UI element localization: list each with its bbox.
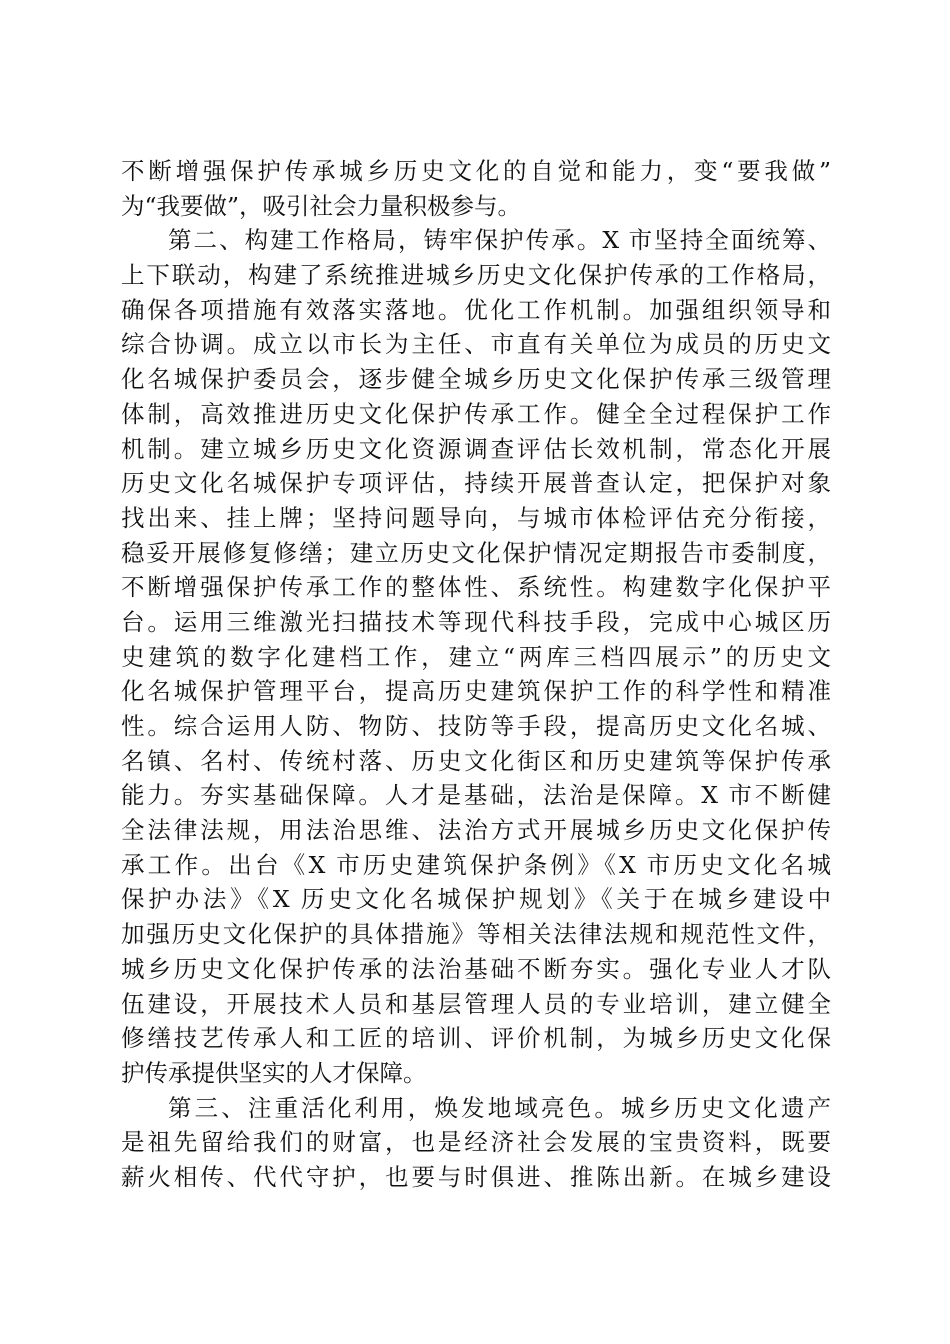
paragraph-start-line: 第三、注重活化利用，焕发地域亮色。城乡历史文化遗产 [168, 1093, 831, 1122]
text-line: 为“我要做”，吸引社会力量积极参与。 [121, 191, 522, 220]
text-line: 薪火相传、代代守护，也要与时俱进、推陈出新。在城乡建设 [121, 1162, 831, 1191]
text-line: 历史文化名城保护专项评估，持续开展普查认定，把保护对象 [121, 469, 831, 498]
text-line: 稳妥开展修复修缮；建立历史文化保护情况定期报告市委制度， [121, 538, 831, 567]
text-line: 名镇、名村、传统村落、历史文化街区和历史建筑等保护传承 [121, 746, 831, 775]
text-line: 能力。夯实基础保障。人才是基础，法治是保障。X 市不断健 [121, 781, 831, 810]
text-line: 修缮技艺传承人和工匠的培训、评价机制，为城乡历史文化保 [121, 1024, 831, 1053]
text-line: 加强历史文化保护的具体措施》等相关法律法规和规范性文件， [121, 920, 831, 949]
text-line: 保护办法》《X 历史文化名城保护规划》《关于在城乡建设中 [121, 885, 831, 914]
text-line: 性。综合运用人防、物防、技防等手段，提高历史文化名城、 [121, 712, 831, 740]
text-line: 化名城保护委员会，逐步健全城乡历史文化保护传承三级管理 [121, 365, 831, 394]
document-body [121, 154, 831, 1195]
text-line: 不断增强保护传承工作的整体性、系统性。构建数字化保护平 [121, 573, 831, 602]
text-line: 伍建设，开展技术人员和基层管理人员的专业培训，建立健全 [121, 989, 831, 1018]
text-line: 城乡历史文化保护传承的法治基础不断夯实。强化专业人才队 [121, 954, 831, 983]
text-line: 化名城保护管理平台，提高历史建筑保护工作的科学性和精准 [121, 677, 831, 706]
paragraph-start-line: 第二、构建工作格局，铸牢保护传承。X 市坚持全面统筹、 [168, 226, 831, 255]
text-line: 机制。建立城乡历史文化资源调查评估长效机制，常态化开展 [121, 434, 831, 463]
text-line: 上下联动，构建了系统推进城乡历史文化保护传承的工作格局， [121, 261, 831, 290]
text-line: 确保各项措施有效落实落地。优化工作机制。加强组织领导和 [121, 295, 831, 324]
text-line: 体制，高效推进历史文化保护传承工作。健全全过程保护工作 [121, 399, 831, 428]
text-line: 史建筑的数字化建档工作，建立“两库三档四展示”的历史文 [121, 642, 831, 671]
text-line: 台。运用三维激光扫描技术等现代科技手段，完成中心城区历 [121, 607, 831, 636]
text-line: 是祖先留给我们的财富，也是经济社会发展的宝贵资料，既要 [121, 1128, 831, 1157]
text-line: 综合协调。成立以市长为主任、市直有关单位为成员的历史文 [121, 330, 831, 359]
text-line: 全法律法规，用法治思维、法治方式开展城乡历史文化保护传 [121, 816, 831, 845]
text-line: 护传承提供坚实的人才保障。 [121, 1058, 427, 1087]
text-line: 找出来、挂上牌；坚持问题导向，与城市体检评估充分衔接， [121, 503, 831, 532]
text-line: 承工作。出台《X 市历史建筑保护条例》《X 市历史文化名城 [121, 850, 831, 879]
text-line: 不断增强保护传承城乡历史文化的自觉和能力，变“要我做” [121, 157, 831, 185]
